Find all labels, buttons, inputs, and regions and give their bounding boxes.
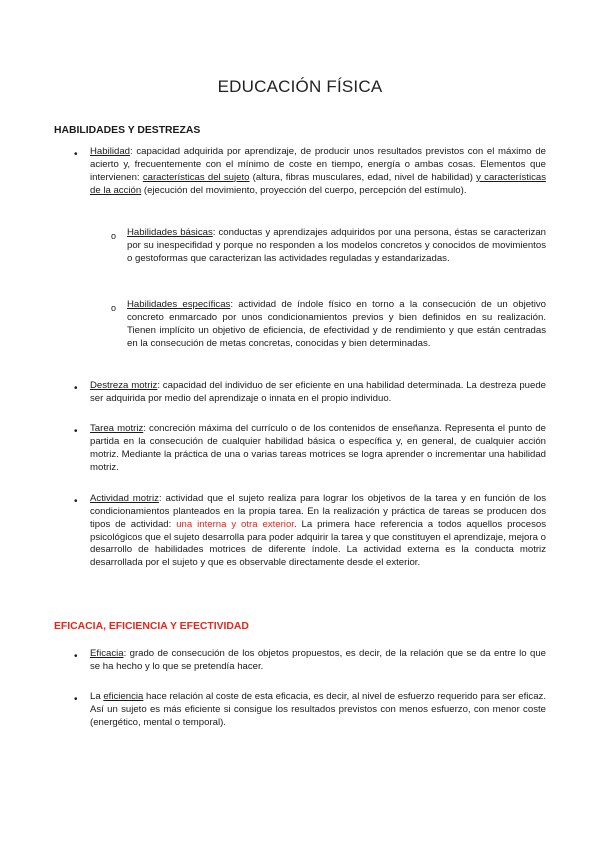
highlight-tipos-actividad: una interna y otra exterior	[176, 518, 294, 530]
bullet: •	[74, 651, 78, 662]
page-title: EDUCACIÓN FÍSICA	[217, 77, 383, 96]
sub-bullet: o	[111, 303, 117, 313]
section-heading-habilidades: HABILIDADES Y DESTREZAS	[54, 125, 201, 136]
term-habilidades-basicas: Habilidades básicas	[127, 227, 213, 238]
term-tarea-motriz: Tarea motriz	[90, 423, 144, 434]
term-eficacia: Eficacia	[90, 648, 124, 659]
paragraph-tarea-motriz: Tarea motriz: concreción máxima del currículo o de los contenidos de enseñanza. Representa el punto de partida en la consecución de cualquier habilidad básica o específica y, en general, de cualquier acción motriz. Mediante la práctica de una o varias tareas motrices se logra aprender o incrementar una habilidad motriz.	[90, 423, 547, 473]
paragraph-destreza-motriz: Destreza motriz: capacidad del individuo de ser eficiente en una habilidad determinada. La destreza puede ser adquirida por medio del aprendizaje o innata en el propio individuo.	[90, 380, 547, 404]
term-habilidades-especificas: Habilidades específicas	[127, 299, 231, 310]
sub-bullet: o	[111, 231, 117, 241]
paragraph-eficiencia: La eficiencia hace relación al coste de esta eficacia, es decir, al nivel de esfuerzo requerido para ser eficaz. Así un sujeto es más eficiente si consigue los resultados previstos con menos esfuerzo, con menor coste (energético, mental o temporal).	[90, 691, 546, 728]
paragraph-habilidades-basicas: Habilidades básicas: conductas y aprendizajes adquiridos por una persona, éstas se caracterizan por su inespecifidad y porque no responden a los modelos concretos y conocidos de movimientos o gestoformas que caracterizan las actividades reguladas y estandarizadas.	[127, 227, 546, 264]
term-eficiencia: eficiencia	[103, 691, 144, 702]
bullet: •	[74, 694, 78, 705]
paragraph-eficacia: Eficacia: grado de consecución de los objetos propuestos, es decir, de la relación que se da entre lo que se ha hecho y lo que se pretendía hacer.	[90, 648, 546, 672]
term-caracteristicas-sujeto: características del sujeto	[142, 171, 250, 183]
paragraph-habilidad: Habilidad: capacidad adquirida por aprendizaje, de producir unos resultados previstos con el máximo de acierto y, frecuentemente con el mínimo de coste en tiempo, energía o ambas cosas. Elementos que intervienen: características del sujeto (altura, fibras musculares, edad, nivel de habilidad) y características de la acción (ejecución del movimiento, proyección del cuerpo, percepción del estímulo).	[90, 146, 547, 196]
bullet: •	[74, 383, 78, 394]
bullet: •	[74, 426, 78, 437]
term-destreza-motriz: Destreza motriz	[90, 380, 158, 391]
term-habilidad: Habilidad	[90, 146, 131, 157]
term-caracteristicas-accion: y características de la acción	[90, 171, 547, 196]
section-heading-eficacia: EFICACIA, EFICIENCIA Y EFECTIVIDAD	[54, 621, 249, 632]
bullet: •	[74, 149, 78, 160]
bullet: •	[74, 496, 78, 507]
paragraph-habilidades-especificas: Habilidades específicas: actividad de índole físico en torno a la consecución de un objetivo concreto enmarcado por unos condicionamientos previos y bien definidos en su realización. Tienen implícito un objetivo de eficiencia, de efectividad y de rendimiento y que están centradas en la consecución de metas concretas, conocidas y bien determinadas.	[127, 299, 546, 349]
term-actividad-motriz: Actividad motriz	[90, 493, 159, 504]
paragraph-actividad-motriz: Actividad motriz: actividad que el sujeto realiza para lograr los objetivos de la tarea y en función de los condicionamientos planteados en la propia tarea. En la realización y práctica de tareas se producen dos tipos de actividad: una interna y otra exterior. La primera hace referencia a todos aquellos procesos psicológicos que el sujeto desarrolla para poder adquirir la tarea y que constituyen el aprendizaje, mejora o desarrollo de habilidades motrices de diferente índole. La actividad externa es la conducta motriz desarrollada por el sujeto y que es observable directamente desde el exterior.	[90, 493, 546, 569]
